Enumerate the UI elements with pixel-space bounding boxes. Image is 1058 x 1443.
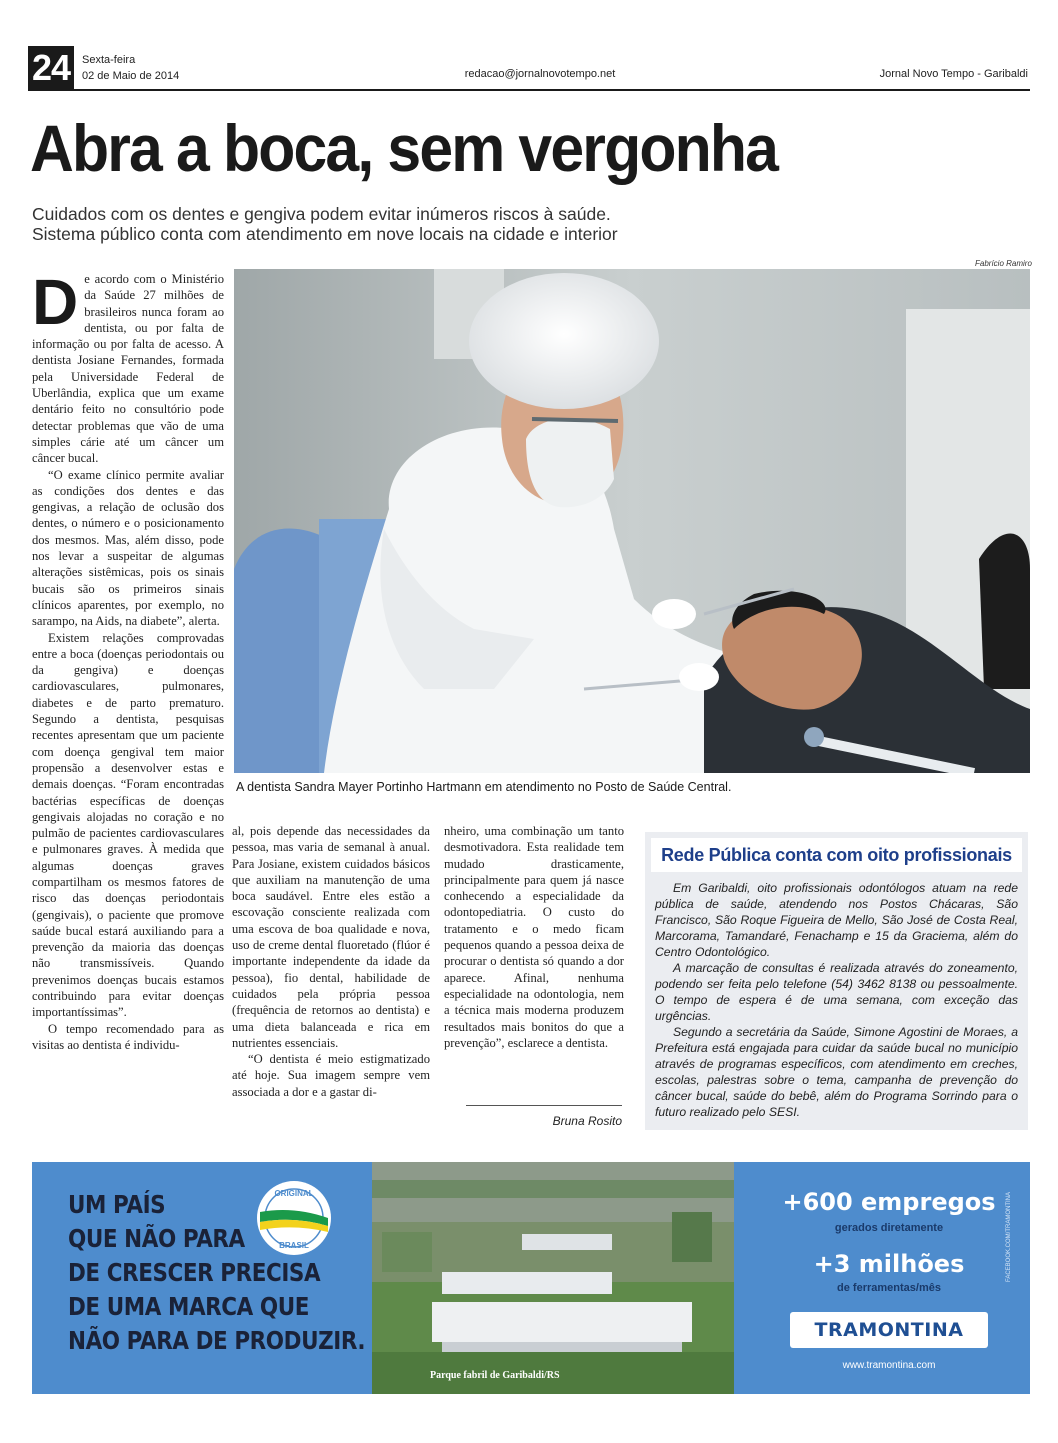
paragraph: Segundo a secretária da Saúde, Simone Agostini de Moraes, a Prefeitura está engajada para cuidar da saúde bucal no município através de programas específicos, com atendimento em creches, escolas, palestras sobre o tema, campanha de prevenção do câncer bucal, saúde do bebê, além do Programa Sorrindo para o futuro realizado pelo SESI. (655, 1025, 1018, 1119)
tramontina-url-link[interactable]: www.tramontina.com (842, 1360, 936, 1371)
subhead-line-1: Cuidados com os dentes e gengiva podem evitar inúmeros riscos à saúde. (32, 204, 611, 224)
sidebar-box-text (655, 880, 1018, 1120)
paragraph: A marcação de consultas é realizada através do zoneamento, podendo ser feita pelo telefone (54) 3462 8138 ou pessoalmente. O tempo de espera é de uma semana, com exceção das urgências. (655, 961, 1018, 1023)
header-email-link[interactable]: redacao@jornalnovotempo.net (464, 68, 616, 80)
subhead-line-2: Sistema público conta com atendimento em nove locais na cidade e interior (32, 224, 618, 244)
ad-slogan-line-4: DE UMA MARCA QUE (68, 1292, 310, 1321)
paragraph: e acordo com o Ministério da Saúde 27 milhões de brasileiros nunca foram ao dentista, ou por falta de informação ou por falta de acesso. A dentista Josiane Fernandes, formada pela Universidade Federal de Uberlândia, explica que um exame dentário feito no consultório pode detectar problemas que vão de uma simples cárie até um câncer um câncer bucal. (32, 272, 224, 466)
paragraph: nheiro, uma combinação um tanto desmotivadora. Esta realidade tem mudado drasticamente, principalmente para quem já nasce conhecendo a especialidade da odontopediatria. O custo do tratamento e o medo ficam pequenos quando a pessoa deixa de procurar o dentista só quando a dor aparece. Afinal, nenhuma especialidade na odontologia, nem a técnica mais moderna produzem resultados mais bonitos do que a prevenção”, esclarece a dentista. (444, 824, 624, 1050)
paragraph: Em Garibaldi, oito profissionais odontólogos atuam na rede pública de saúde, atendendo nos Postos Chácaras, São Francisco, São Roque Figueira de Mello, São José de Costa Real, Marcorama, Tamandaré, Fenachamp e 15 da Graciema, além do Centro Odontológico. (655, 881, 1018, 959)
dentist-photo-illustration (234, 269, 1030, 773)
photo-credit: Fabrício Ramiro (975, 259, 1032, 268)
seal-top-text: ORIGINAL (274, 1189, 314, 1198)
tramontina-logo[interactable]: TRAMONTINA (790, 1312, 988, 1348)
paragraph: Existem relações comprovadas entre a boca (doenças periodontais ou da gengiva) e doenças cardiovasculares, pulmonares, diabetes e de parto prematuro. Segundo a dentista, pesquisas recentes apresentam que um paciente com doença gengival tem maior propensão a desenvolver estas e demais doenças. “Foram encontradas bactérias específicas de doenças gengivais alojadas no coração e no pulmão de pacientes cardiovasculares e pulmonares graves. À medida que algumas doenças graves compartilham os mesmos fatores de risco das doenças periodontais (gengivais), o paciente que promove saúde bucal estará auxiliando para a prevenção da maioria das doenças não transmissíveis. Quando prevenimos doenças bucais estamos contribuindo para evitar doenças importantíssimas”. (32, 630, 224, 1020)
drop-cap: D (32, 266, 79, 338)
ad-vertical-text: FACEBOOK.COM/TRAMONTINA (1006, 1191, 1012, 1282)
author-signature: Bruna Rosito (552, 1114, 622, 1128)
sidebar-box-title: Rede Pública conta com oito profissionais (661, 845, 1012, 865)
header-date: 02 de Maio de 2014 (82, 70, 180, 82)
original-brasil-seal-icon (254, 1178, 334, 1258)
ad-slogan-line-5: NÃO PARA DE PRODUZIR. (68, 1326, 366, 1355)
headline: Abra a boca, sem vergonha (30, 111, 778, 185)
tramontina-advertisement[interactable] (32, 1162, 1030, 1394)
signature-divider (466, 1105, 622, 1106)
article-column-2 (232, 823, 430, 1100)
ad-slogan-line-3: DE CRESCER PRECISA (68, 1258, 321, 1287)
ad-stat-jobs: +600 empregos (782, 1188, 996, 1216)
page-number: 24 (28, 46, 74, 90)
ad-stat-jobs-note: gerados diretamente (834, 1222, 944, 1234)
ad-stat-tools-note: de ferramentas/mês (837, 1282, 941, 1294)
paragraph: al, pois depende das necessidades da pessoa, mas varia de semanal à anual. Para Josiane, existem cuidados básicos que auxiliam na manutenção de uma boca saudável. Entre eles estão a escovação consciente realizada com uma escova de boa qualidade e nova, uso de creme dental fluoretado (flúor é importante independente da idade da pessoa), fio dental, habilidade de cuidados pela própria pessoa (frequência de retornos ao dentista) e uma dieta balanceada e rica em nutrientes essenciais. (232, 824, 430, 1050)
ad-slogan-line-1: UM PAÍS (68, 1190, 166, 1219)
header-divider (28, 89, 1030, 91)
header-day: Sexta-feira (82, 54, 136, 66)
dentist-photo (234, 269, 1030, 773)
article-column-3 (444, 823, 624, 1051)
ad-slogan-line-2: QUE NÃO PARA (68, 1224, 245, 1253)
photo-caption: A dentista Sandra Mayer Portinho Hartmann em atendimento no Posto de Saúde Central. (236, 780, 732, 794)
paragraph: “O dentista é meio estigmatizado até hoje. Sua imagem sempre vem associada a dor e a gastar di- (232, 1052, 430, 1099)
seal-bottom-text: BRASIL (279, 1241, 309, 1250)
article-column-1 (32, 266, 224, 1053)
paragraph: O tempo recomendado para as visitas ao dentista é individu- (32, 1021, 224, 1052)
ad-stat-tools: +3 milhões (813, 1250, 965, 1278)
header-paper-name: Jornal Novo Tempo - Garibaldi (879, 68, 1028, 80)
ad-photo-caption: Parque fabril de Garibaldi/RS (430, 1370, 560, 1381)
factory-aerial-photo (372, 1162, 734, 1394)
paragraph: “O exame clínico permite avaliar as condições dos dentes e das gengivas, a relação de oclusão dos dentes, o número e o posicionamento dos mesmos. Mas, além disso, pode nos levar a suspeitar de algumas alterações sistêmicas, pois os sinais bucais são os primeiros sinais clínicos aparentes, por exemplo, no sarampo, na Aids, na diabete”, alerta. (32, 467, 224, 629)
